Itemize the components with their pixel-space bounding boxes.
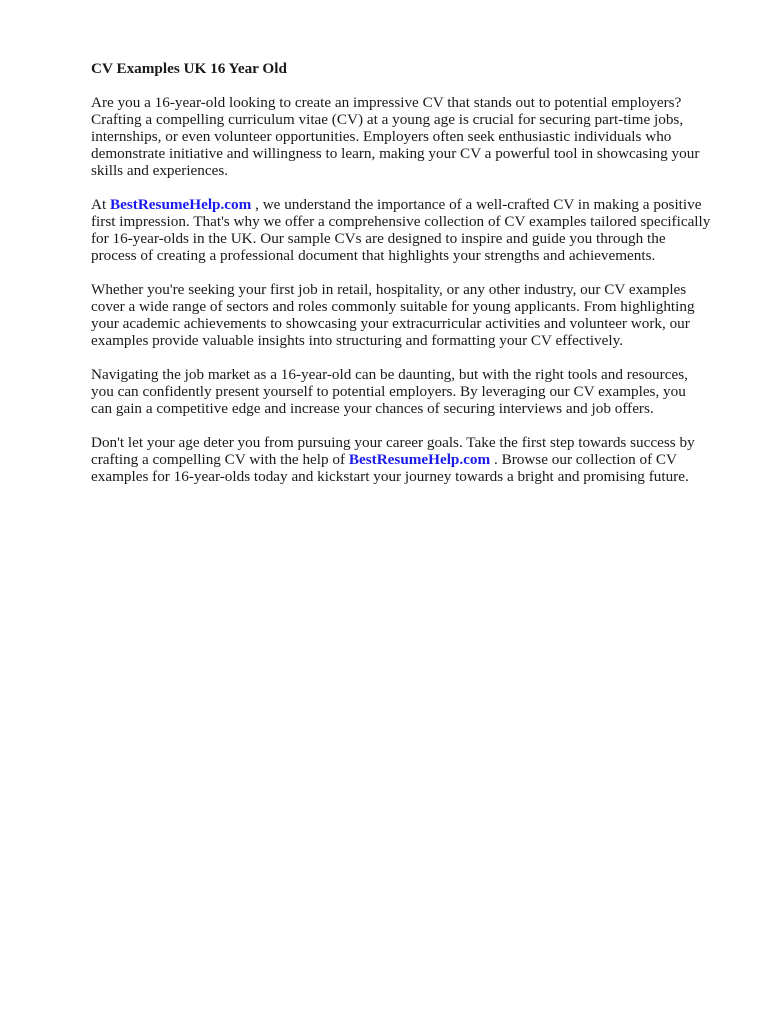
text-line: first impression. That's why we offer a comprehensive collection of CV examples tailored specifically [91, 213, 711, 230]
text-line: for 16-year-olds in the UK. Our sample CVs are designed to inspire and guide you through the [91, 230, 666, 247]
text-line: Don't let your age deter you from pursuing your career goals. Take the first step towards success by [91, 434, 695, 451]
text-line: Navigating the job market as a 16-year-old can be daunting, but with the right tools and resources, [91, 366, 688, 383]
text-segment: , we understand the importance of a well-crafted CV in making a positive [251, 196, 702, 213]
text-line: examples for 16-year-olds today and kickstart your journey towards a bright and promising future. [91, 468, 689, 485]
text-segment: crafting a compelling CV with the help of [91, 451, 349, 468]
text-segment: . Browse our collection of CV [490, 451, 678, 468]
text-line: Are you a 16-year-old looking to create an impressive CV that stands out to potential employers? [91, 94, 682, 111]
paragraph-intro [91, 94, 731, 179]
text-line: Whether you're seeking your first job in retail, hospitality, or any other industry, our CV examples [91, 281, 687, 298]
text-line: internships, or even volunteer opportunities. Employers often seek enthusiastic individuals who [91, 128, 672, 145]
text-line [91, 196, 731, 213]
paragraph-call-to-action [91, 434, 731, 485]
text-line: skills and experiences. [91, 162, 229, 179]
text-line: cover a wide range of sectors and roles commonly suitable for young applicants. From highlighting [91, 298, 695, 315]
paragraph-sectors [91, 281, 731, 349]
text-line: you can confidently present yourself to potential employers. By leveraging our CV examples, you [91, 383, 686, 400]
text-line: your academic achievements to showcasing your extracurricular activities and volunteer work, our [91, 315, 690, 332]
text-line: Crafting a compelling curriculum vitae (CV) at a young age is crucial for securing part-time jobs, [91, 111, 684, 128]
paragraph-job-market [91, 366, 731, 417]
text-segment: At [91, 196, 110, 213]
bestresumehelp-link[interactable]: BestResumeHelp.com [109, 196, 252, 213]
paragraph-about [91, 196, 731, 264]
text-line: demonstrate initiative and willingness to learn, making your CV a powerful tool in showcasing your [91, 145, 700, 162]
text-line [91, 451, 731, 468]
document-title: CV Examples UK 16 Year Old [91, 60, 287, 77]
text-line: examples provide valuable insights into structuring and formatting your CV effectively. [91, 332, 624, 349]
document-page [91, 60, 731, 502]
text-line: can gain a competitive edge and increase your chances of securing interviews and job offers. [91, 400, 654, 417]
text-line: process of creating a professional document that highlights your strengths and achievements. [91, 247, 656, 264]
bestresumehelp-link[interactable]: BestResumeHelp.com [348, 451, 491, 468]
